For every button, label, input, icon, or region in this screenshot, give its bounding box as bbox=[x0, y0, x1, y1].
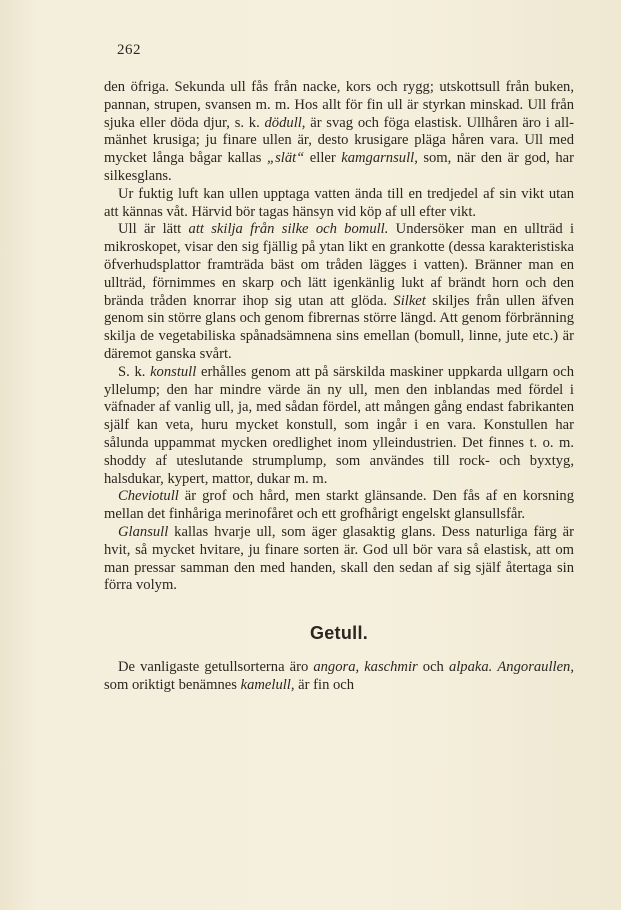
text-run: som oriktigt benämnes bbox=[104, 676, 241, 693]
italic-term: Angoraullen, bbox=[497, 658, 575, 675]
paragraph bbox=[104, 364, 574, 489]
paragraph-group bbox=[104, 79, 574, 595]
italic-term: angora, kaschmir bbox=[313, 658, 418, 675]
text-run: kallas hvarje ull, som äger glasaktig glans. Dess naturliga färg är hvit, så mycket hvitare, ju finare sorten är. God ull bör vara så elastisk, att om man pressar samman den med handen, skall den sedan af sig själf återtaga sin förra volym. bbox=[104, 523, 574, 594]
italic-term: Silket bbox=[393, 292, 426, 309]
text-run: erhålles genom att på särskilda maskiner uppkarda ullgarn och yllelump; den har mindre värde än ny ull, men den inblandas med fördel i väfnader af vanlig ull, ja, med sådan fördel, att mången gång endast fabrikanten själf kan veta, huru mycket konstull, som ingår i en vara. Konstullen har sålunda uppammat mycken oredlighet inom ylleindustrien. Det finnes t. o. m. shoddy af uteslutande strumplump, som användes till rock- och byxtyg, halsdukar, kypert, mattor, dukar m. m. bbox=[104, 363, 574, 487]
italic-term: „slät“ bbox=[266, 150, 305, 167]
italic-term: dödull, bbox=[264, 114, 306, 131]
text-run: Undersöker man en ullträd i mikroskopet, visar den sig fjällig på ytan likt en grankotte (dessa karakteristiska öfverhudsplattor framträda bäst om tråden lägges i vatten). Bränner man en ullträd, förnimmes en skarp och lätt igenkänlig lukt af brändt horn och den brända tråden knorrar ihop sig utan att glöda. bbox=[104, 221, 574, 309]
page-number: 262 bbox=[117, 42, 141, 58]
page-body bbox=[104, 79, 574, 695]
text-run: S. k. bbox=[118, 363, 151, 380]
italic-term: Glansull bbox=[118, 523, 169, 540]
text-run: skiljes från ullen äfven genom sin större glans och genom fibrernas större längd. Att genom förbränning skilja de vegetabiliska spånadsämnena sins emellan (bomull, linne, jute etc.) är däremot ganska svårt. bbox=[104, 292, 574, 362]
text-run: är svag och föga elastisk. Ullhåren äro i allmänhet krusiga; ju finare ullen är, desto krusigare pläga håren vara. Ull med mycket långa bågar kallas bbox=[104, 114, 574, 167]
italic-term: konstull bbox=[150, 363, 197, 380]
text-run: den öfriga. Sekunda ull fås från nacke, kors och rygg; utskottsull från buken, pannan, strupen, svansen m. m. Hos allt för fin ull är styrkan minskad. Ull från sjuka eller döda djur, s. k. bbox=[104, 79, 574, 131]
text-run: är fin och bbox=[294, 676, 355, 693]
section-heading: Getull. bbox=[309, 623, 369, 644]
italic-term: Cheviotull bbox=[118, 488, 179, 505]
text-run: De vanligaste getullsorterna äro bbox=[118, 658, 314, 675]
paragraph bbox=[104, 659, 574, 695]
paragraph bbox=[104, 488, 574, 524]
paragraph bbox=[104, 524, 574, 595]
text-run: och bbox=[417, 658, 449, 675]
italic-term: kamgarnsull, bbox=[341, 150, 418, 167]
paragraph bbox=[104, 186, 574, 222]
paragraph bbox=[104, 79, 574, 186]
text-run: som, när den är god, har silkesglans. bbox=[104, 150, 574, 184]
paragraph-group-after-heading bbox=[104, 659, 574, 695]
text-run: Ull är lätt bbox=[118, 221, 189, 238]
italic-term: kamelull, bbox=[240, 676, 295, 693]
text-run: Ur fuktig luft kan ullen upptaga vatten ända till en tredjedel af sin vikt utan att kännas våt. Härvid bör tagas hänsyn vid köp af ull efter vikt. bbox=[104, 185, 574, 220]
text-run: eller bbox=[304, 150, 342, 167]
text-run: är grof och hård, men starkt glänsande. Den fås af en korsning mellan det finhåriga merinofåret och ett grofhårigt engelskt glansullsfår. bbox=[104, 488, 574, 523]
italic-term: att skilja från silke och bomull. bbox=[188, 221, 389, 238]
paragraph bbox=[104, 221, 574, 363]
italic-term: alpaka. bbox=[448, 658, 493, 675]
